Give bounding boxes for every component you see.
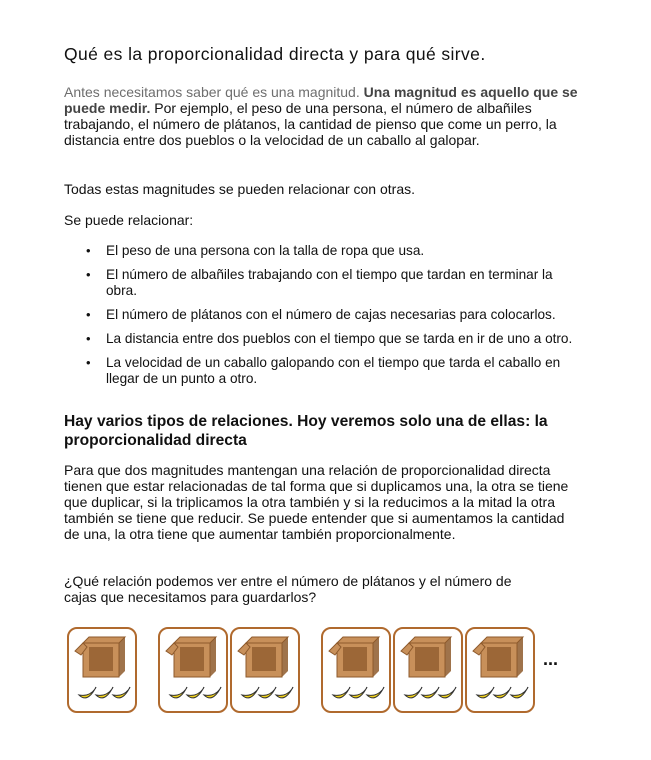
box-with-bananas-icon [232, 629, 298, 711]
banana-icon [187, 687, 204, 698]
banana-icon [170, 687, 187, 698]
list-item [64, 307, 584, 323]
banana-icon [350, 687, 367, 698]
banana-icon [405, 687, 422, 698]
intro-lead: Antes necesitamos saber qué es una magnitud. [64, 84, 364, 100]
cardboard-box-icon [75, 637, 125, 677]
banana-icon [511, 687, 528, 698]
banana-icon [113, 687, 130, 698]
banana-icon [96, 687, 113, 698]
cardboard-box-icon [166, 637, 216, 677]
page-title: Qué es la proporcionalidad directa y para qué sirve. [64, 44, 486, 64]
box-with-bananas-icon [395, 629, 461, 711]
box-tile [393, 627, 463, 713]
question-paragraph: ¿Qué relación podemos ver entre el número de plátanos y el número de cajas que necesitamos para guardarlos? [64, 573, 512, 605]
list-item-text: El número de albañiles trabajando con el tiempo que tardan en terminar la obra. [106, 267, 553, 298]
boxes-illustration [0, 627, 651, 717]
box-tile [230, 627, 300, 713]
banana-icon [333, 687, 350, 698]
banana-icon [439, 687, 456, 698]
banana-icon [242, 687, 259, 698]
bullet-icon: • [86, 355, 91, 370]
box-tile [465, 627, 535, 713]
box-with-bananas-icon [69, 629, 135, 711]
list-item-text: El peso de una persona con la talla de ropa que usa. [106, 243, 425, 258]
intro-examples: Por ejemplo, el peso de una persona, el número de albañiles trabajando, el número de plátanos, la cantidad de pienso que come un perro, la distancia entre dos pueblos o la velocidad de un caballo al galopar. [64, 100, 557, 148]
bullet-icon: • [86, 243, 91, 258]
banana-icon [79, 687, 96, 698]
intro-paragraph [64, 84, 584, 148]
cardboard-box-icon [329, 637, 379, 677]
bullet-icon: • [86, 307, 91, 322]
banana-icon [477, 687, 494, 698]
intro-definition: Una magnitud es aquello que se puede medir. [64, 84, 578, 116]
ellipsis: ... [543, 649, 559, 669]
cardboard-box-icon [238, 637, 288, 677]
list-item [64, 355, 584, 387]
magnitudes-paragraph: Todas estas magnitudes se pueden relacionar con otras. [64, 181, 415, 197]
list-item-text: La velocidad de un caballo galopando con el tiempo que tarda el caballo en llegar de un punto a otro. [106, 355, 561, 386]
box-with-bananas-icon [323, 629, 389, 711]
bullet-icon: • [86, 267, 91, 282]
cardboard-box-icon [473, 637, 523, 677]
list-item-text: La distancia entre dos pueblos con el tiempo que se tarda en ir de uno a otro. [106, 331, 573, 346]
list-item [64, 331, 584, 347]
relate-paragraph: Se puede relacionar: [64, 212, 194, 228]
list-item [64, 267, 584, 299]
box-with-bananas-icon [160, 629, 226, 711]
banana-icon [494, 687, 511, 698]
box-tile [158, 627, 228, 713]
banana-icon [422, 687, 439, 698]
box-tile [321, 627, 391, 713]
banana-icon [259, 687, 276, 698]
list-item [64, 243, 584, 259]
box-with-bananas-icon [467, 629, 533, 711]
section-heading: Hay varios tipos de relaciones. Hoy veremos solo una de ellas: la proporcionalidad directa [64, 413, 548, 449]
box-tile [67, 627, 137, 713]
relations-list [64, 243, 584, 395]
bullet-icon: • [86, 331, 91, 346]
banana-icon [204, 687, 221, 698]
banana-icon [276, 687, 293, 698]
list-item-text: El número de plátanos con el número de cajas necesarias para colocarlos. [106, 307, 556, 322]
banana-icon [367, 687, 384, 698]
cardboard-box-icon [401, 637, 451, 677]
definition-paragraph: Para que dos magnitudes mantengan una relación de proporcionalidad directa tienen que estar relacionadas de tal forma que si duplicamos una, la otra se tiene que duplicar, si la triplicamos la otra también y si la reducimos a la mitad la otra también se tiene que reducir. Se puede entender que si aumentamos la cantidad de una, la otra tiene que aumentar también proporcionalmente. [64, 462, 569, 542]
